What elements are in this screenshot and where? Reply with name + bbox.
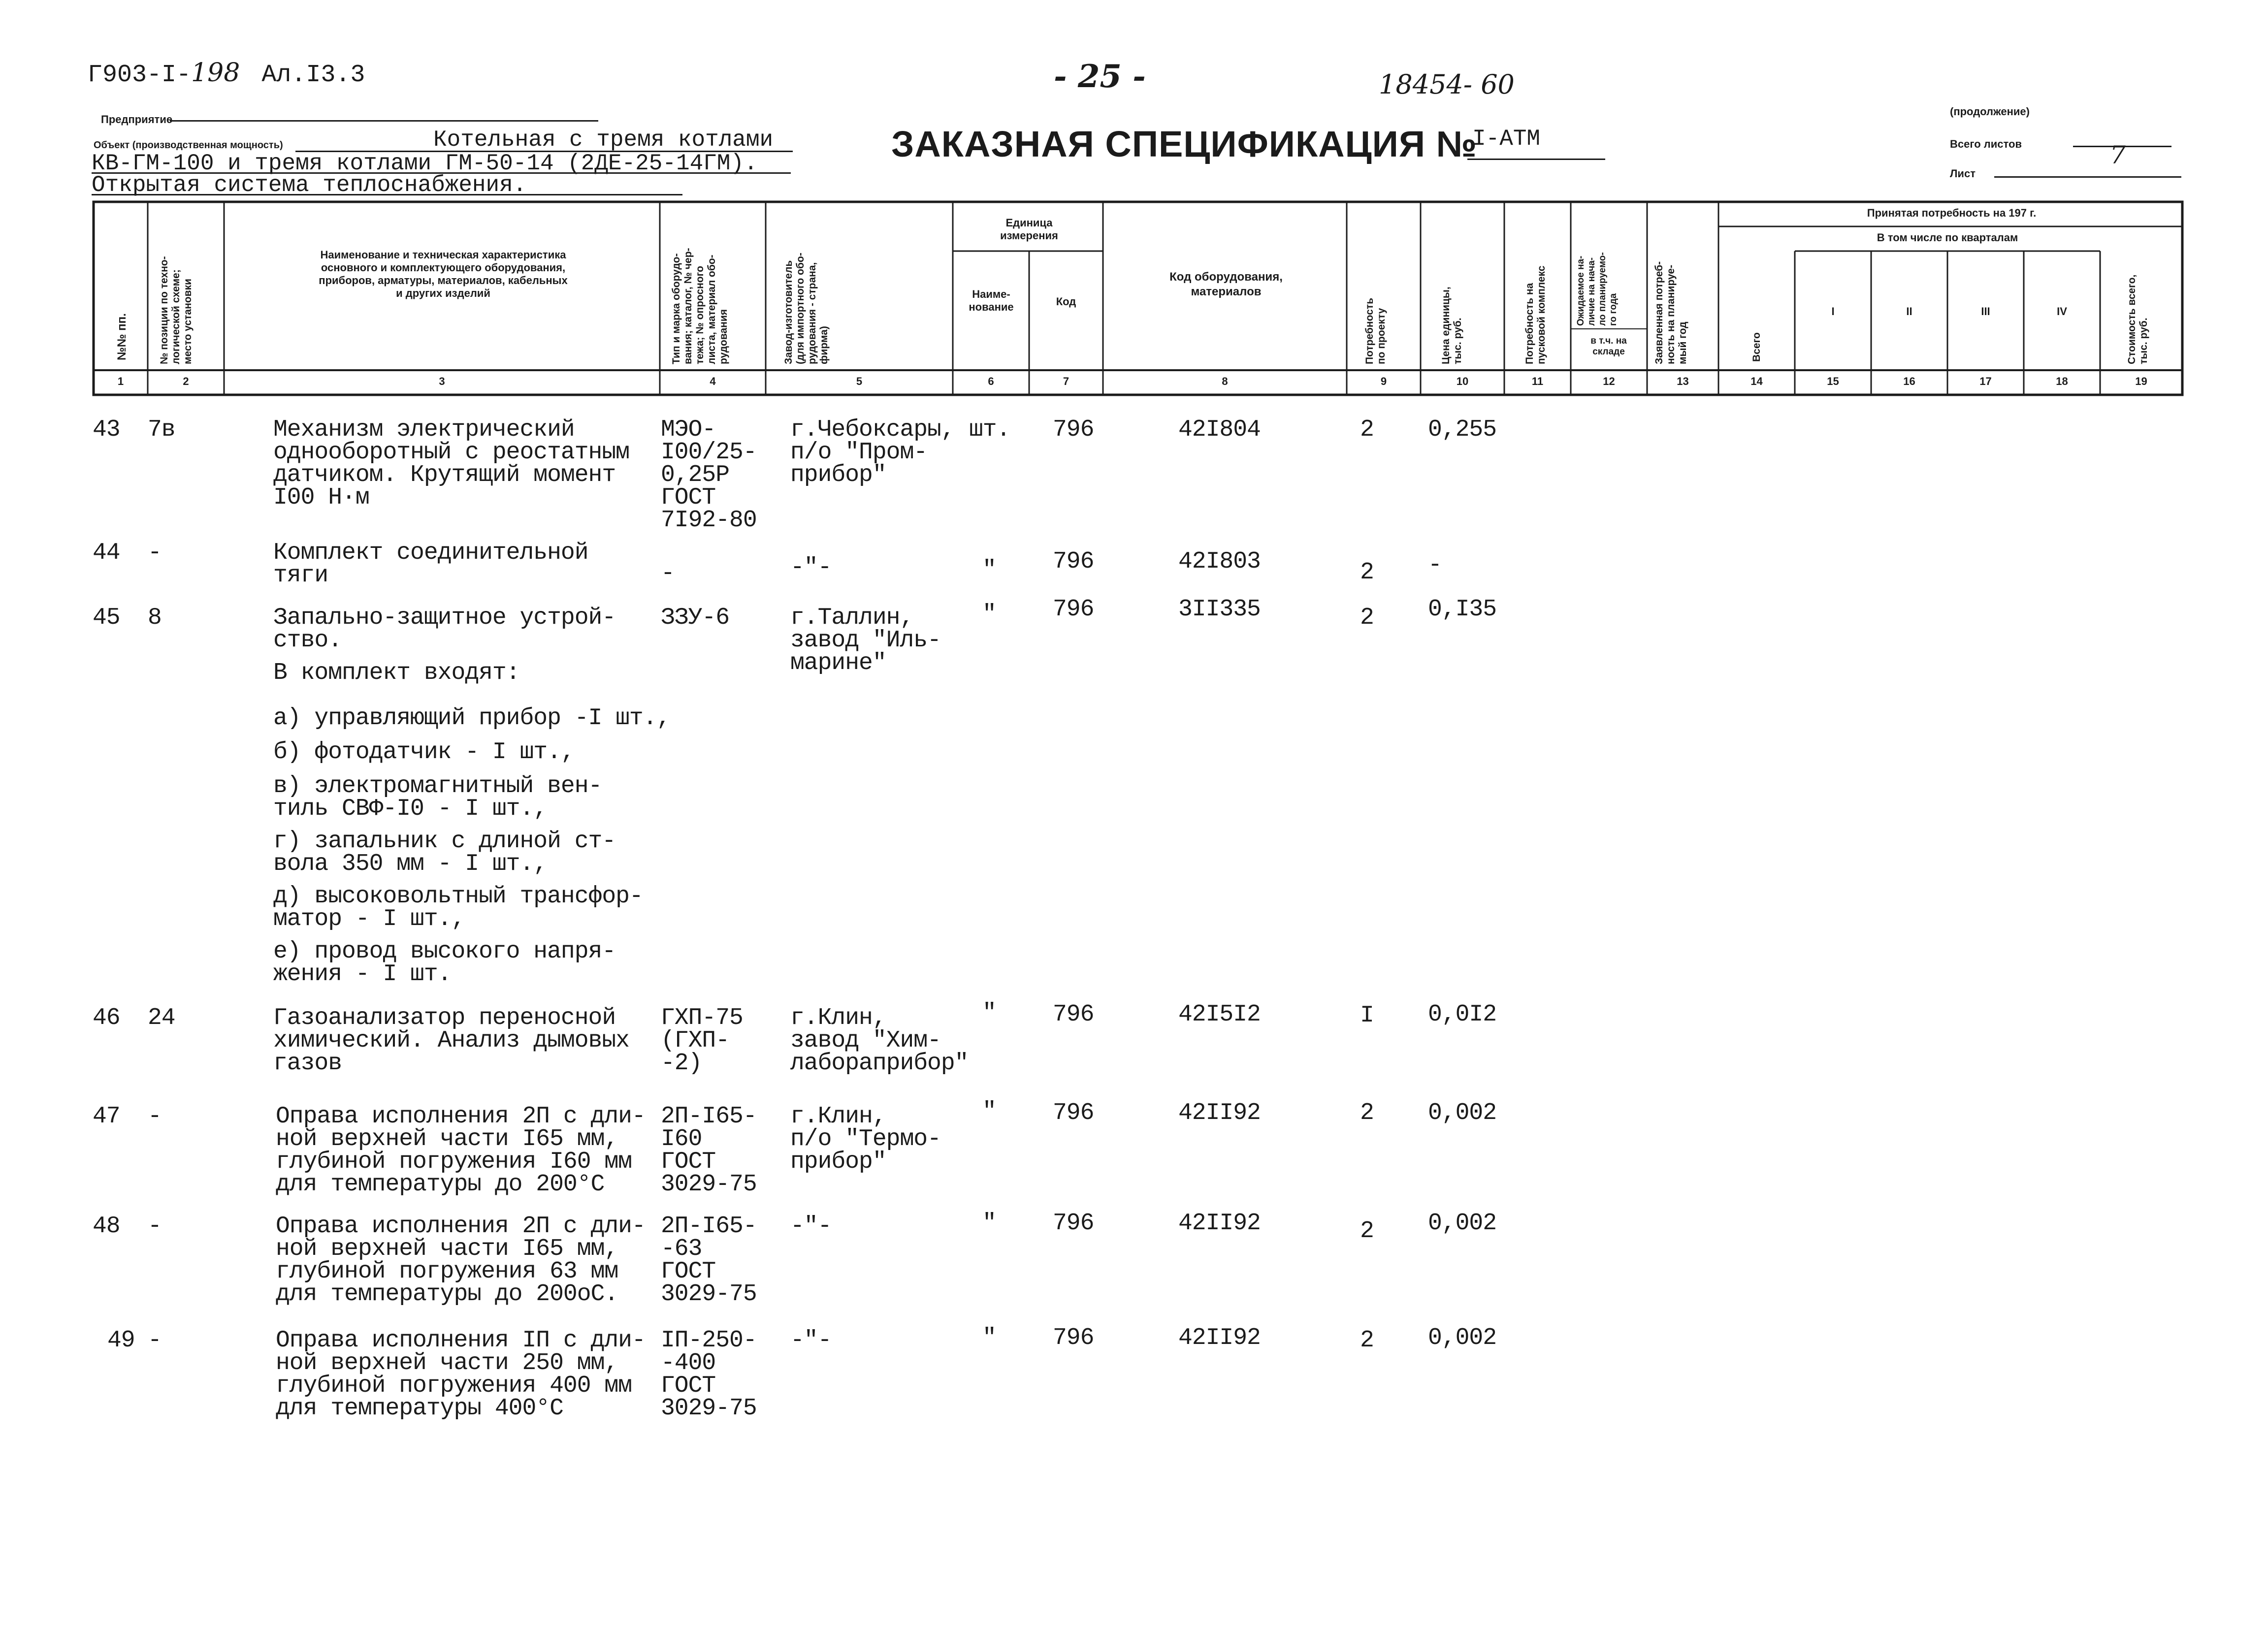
- col-header-name: Наименование и техническая характеристика основного и комплектующего оборудования, приборов, арматуры, материалов, кабельных и других изделий: [319, 249, 568, 299]
- row-unit-code: 796: [1053, 1325, 1094, 1351]
- object-line-3: Открытая система теплоснабжения.: [92, 172, 527, 198]
- row-qty: 2: [1360, 559, 1374, 586]
- col-number: 15: [1827, 375, 1839, 387]
- row-unit-name: ": [982, 1210, 996, 1237]
- col-header-cost: Стоимость всего, тыс. руб.: [2126, 274, 2149, 364]
- col-number: 6: [988, 375, 994, 387]
- col-number: 19: [2135, 375, 2147, 387]
- doc-reference-prefix: Г903-I-: [88, 61, 192, 89]
- doc-reference-handwritten: 198: [191, 58, 240, 88]
- component-item: д) высоковольтный трансфор- матор - I шт.,: [273, 883, 643, 932]
- row-position: 24: [148, 1005, 175, 1031]
- row-equip-code: 42I804: [1178, 416, 1261, 443]
- row-unit-code: 796: [1053, 1210, 1094, 1237]
- row-qty: 2: [1360, 1218, 1374, 1245]
- col-header-type: Тип и марка оборудо- вания; каталог, № чер- тежа; № опросного листа, материал обо- рудования: [671, 248, 729, 364]
- row-name: Комплект соединительной тяги: [273, 540, 588, 589]
- row-equip-code: 3II335: [1178, 596, 1261, 623]
- component-item: а) управляющий прибор -I шт.,: [273, 705, 671, 732]
- row-maker: г.Чебоксары, п/о "Пром- прибор": [790, 416, 955, 488]
- row-price: -: [1428, 552, 1442, 578]
- row-equip-code: 42II92: [1178, 1325, 1261, 1351]
- component-item: в) электромагнитный вен- тиль СВФ-I0 - I шт.,: [273, 773, 602, 822]
- row-price: 0,002: [1428, 1100, 1497, 1126]
- row-name: Оправа исполнения 2П с дли- ной верхней части I65 мм, глубиной погружения I60 мм для температуры до 200°С: [276, 1103, 646, 1198]
- row-maker: -"-: [790, 554, 832, 581]
- row-number: 43: [93, 416, 120, 443]
- row-includes-label: В комплект входят:: [273, 660, 520, 686]
- col-header-unit-code: Код: [1056, 295, 1076, 308]
- col-number: 10: [1456, 375, 1469, 387]
- row-type: -: [661, 560, 675, 587]
- object-line-2: КВ-ГМ-100 и тремя котлами ГМ-50-14 (2ДЕ-25-14ГМ).: [92, 151, 758, 176]
- row-equip-code: 42II92: [1178, 1100, 1261, 1126]
- component-item: б) фотодатчик - I шт.,: [273, 739, 575, 766]
- col-number: 4: [710, 375, 716, 387]
- page-number: - 25 -: [1054, 58, 1146, 95]
- sheet-label: Лист: [1950, 167, 1976, 180]
- row-qty: 2: [1360, 1327, 1374, 1354]
- col-number: 18: [2056, 375, 2068, 387]
- col-number: 8: [1222, 375, 1228, 387]
- col-header-position: № позиции по техно- логической схеме; место установки: [159, 256, 194, 364]
- row-equip-code: 42I803: [1178, 548, 1261, 575]
- col-header-q4: IV: [2057, 305, 2067, 318]
- component-item: е) провод высокого напря- жения - I шт.: [273, 938, 616, 988]
- row-type: ГХП-75 (ГХП- -2): [661, 1005, 743, 1077]
- row-unit-code: 796: [1053, 1100, 1094, 1126]
- row-maker: г.Таллин, завод "Иль- марине": [790, 605, 941, 676]
- col-header-quarters-group: В том числе по кварталам: [1877, 231, 2018, 244]
- col-number: 17: [1979, 375, 1992, 387]
- row-unit-code: 796: [1053, 548, 1094, 575]
- album-number: Ал.I3.3: [261, 61, 365, 89]
- row-number: 48: [93, 1213, 120, 1240]
- col-header-q2: II: [1906, 305, 1912, 318]
- row-unit-code: 796: [1053, 1001, 1094, 1028]
- col-number: 9: [1380, 375, 1387, 387]
- object-label: Объект (производственная мощность): [94, 140, 283, 151]
- col-header-unit-group: Единица измерения: [1000, 217, 1058, 242]
- row-price: 0,0I2: [1428, 1001, 1497, 1028]
- row-equip-code: 42II92: [1178, 1210, 1261, 1237]
- doc-number-handwritten: 18454- 60: [1379, 69, 1515, 100]
- col-header-price: Цена единицы, тыс. руб.: [1440, 287, 1463, 364]
- row-qty: I: [1360, 1002, 1374, 1029]
- row-maker: г.Клин, завод "Хим- лабораприбор": [790, 1005, 969, 1077]
- row-name: Газоанализатор переносной химический. Анализ дымовых газов: [273, 1005, 629, 1077]
- col-number: 3: [439, 375, 445, 387]
- object-line-1: Котельная с тремя котлами: [433, 127, 774, 153]
- row-type: 2П-I65- I60 ГОСТ 3029-75: [661, 1103, 757, 1198]
- col-header-unit-name: Наиме- нование: [969, 288, 1014, 313]
- col-header-total: Всего: [1751, 332, 1762, 362]
- row-unit-name: ": [982, 1098, 996, 1125]
- row-name: Оправа исполнения IП с дли- ной верхней части 250 мм, глубиной погружения 400 мм для температуры 400°С: [276, 1327, 646, 1422]
- row-unit-code: 796: [1053, 596, 1094, 623]
- row-number: 49: [107, 1327, 135, 1354]
- col-number: 2: [183, 375, 189, 387]
- row-price: 0,255: [1428, 416, 1497, 443]
- row-maker: -"-: [790, 1213, 832, 1240]
- col-number: 12: [1603, 375, 1615, 387]
- col-number: 13: [1677, 375, 1689, 387]
- col-header-q3: III: [1981, 305, 1990, 318]
- row-position: -: [148, 540, 162, 566]
- col-header-q1: I: [1831, 305, 1835, 318]
- col-number: 1: [117, 375, 124, 387]
- enterprise-label: Предприятие: [101, 113, 173, 126]
- col-header-equip-code: Код оборудования, материалов: [1169, 270, 1283, 298]
- col-number: 14: [1750, 375, 1763, 387]
- row-type: ЗЗУ-6: [661, 605, 730, 631]
- row-maker: г.Клин, п/о "Термо- прибор": [790, 1103, 941, 1175]
- col-header-declared: Заявленная потреб- ность на планируе- мый год: [1653, 261, 1688, 364]
- row-number: 44: [93, 540, 120, 566]
- row-equip-code: 42I5I2: [1178, 1001, 1261, 1028]
- row-position: 7в: [148, 416, 175, 443]
- row-price: 0,002: [1428, 1325, 1497, 1351]
- row-position: -: [148, 1213, 162, 1240]
- row-name: Механизм электрический однооборотный с реостатным датчиком. Крутящий момент I00 Н·м: [273, 416, 629, 511]
- col-header-qty: Потребность по проекту: [1364, 298, 1387, 364]
- row-position: -: [148, 1103, 162, 1130]
- row-type: 2П-I65- -63 ГОСТ 3029-75: [661, 1213, 757, 1308]
- total-sheets-label: Всего листов: [1950, 138, 2022, 150]
- col-number: 5: [856, 375, 863, 387]
- row-number: 45: [93, 605, 120, 631]
- col-header-startup: Потребность на пусковой комплекс: [1524, 265, 1547, 364]
- col-header-row-number: №№ пп.: [115, 313, 129, 360]
- col-number: 7: [1063, 375, 1069, 387]
- row-name: Оправа исполнения 2П с дли- ной верхней части I65 мм, глубиной погружения 63 мм для температуры до 200оС.: [276, 1213, 646, 1308]
- row-price: 0,I35: [1428, 596, 1497, 623]
- row-type: МЭО- I00/25- 0,25Р ГОСТ 7I92-80: [661, 416, 757, 534]
- row-unit-name: ": [982, 601, 996, 628]
- row-number: 46: [93, 1005, 120, 1031]
- row-unit-code: 796: [1053, 416, 1094, 443]
- col-header-maker: Завод-изготовитель (для импортного обо- рудования - страна, фирма): [783, 253, 830, 364]
- row-unit-name: ": [982, 1000, 996, 1026]
- component-item: г) запальник с длиной ст- вола 350 мм - I шт.,: [273, 828, 616, 877]
- col-header-accepted-group: Принятая потребность на 197 г.: [1867, 207, 2037, 219]
- row-number: 47: [93, 1103, 120, 1130]
- continuation-label: (продолжение): [1950, 105, 2030, 118]
- row-unit-name: шт.: [969, 416, 1010, 443]
- row-qty: 2: [1360, 416, 1374, 443]
- row-qty: 2: [1360, 1100, 1374, 1126]
- col-number: 16: [1903, 375, 1915, 387]
- row-maker: -"-: [790, 1327, 832, 1354]
- row-name: Запально-защитное устрой- ство.: [273, 605, 616, 654]
- col-number: 11: [1531, 375, 1544, 387]
- row-price: 0,002: [1428, 1210, 1497, 1237]
- row-position: -: [148, 1327, 162, 1354]
- row-unit-name: ": [982, 1325, 996, 1351]
- row-unit-name: ": [982, 557, 996, 583]
- col-header-in-stock: в т.ч. на складе: [1590, 336, 1627, 357]
- row-position: 8: [148, 605, 162, 631]
- spec-number: I-АТМ: [1472, 126, 1541, 152]
- row-qty: 2: [1360, 605, 1374, 631]
- col-header-expected: Ожидаемое на- личие на нача- ло планируемо- го года: [1576, 252, 1619, 326]
- page-title: ЗАКАЗНАЯ СПЕЦИФИКАЦИЯ №: [891, 124, 1478, 164]
- sheet-number: 7: [2110, 141, 2126, 169]
- row-type: IП-250- -400 ГОСТ 3029-75: [661, 1327, 757, 1422]
